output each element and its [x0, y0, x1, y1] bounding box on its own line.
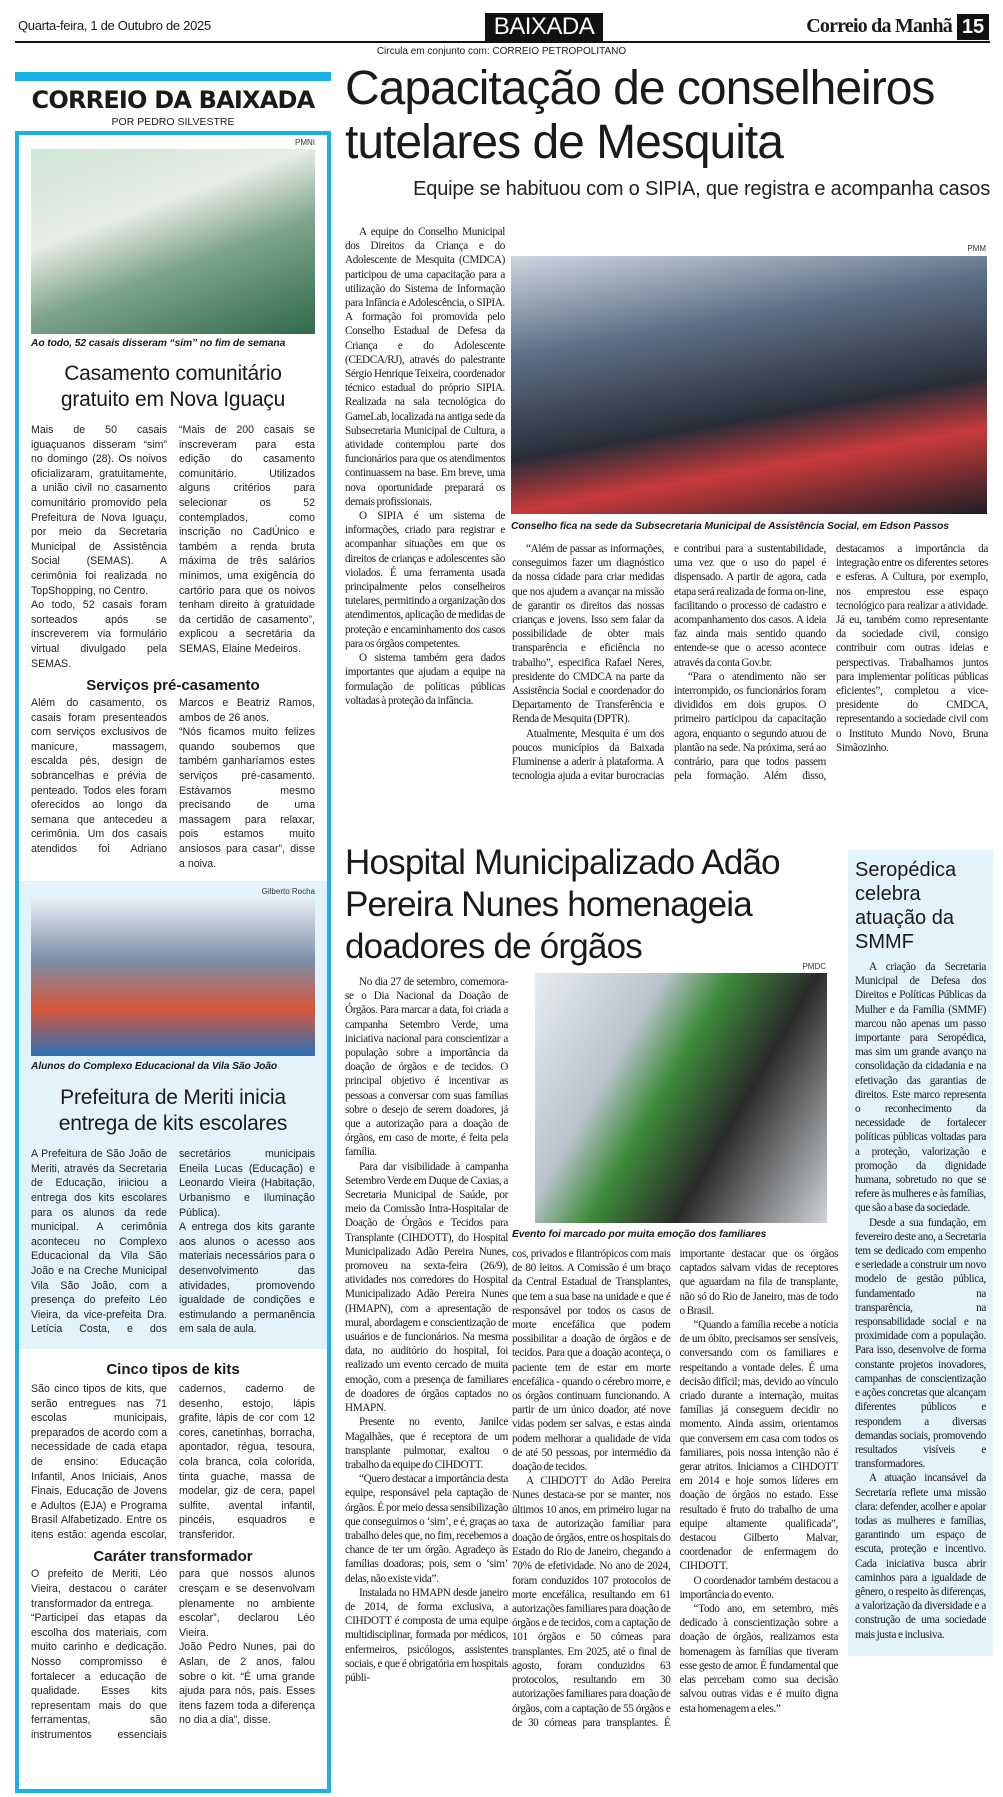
paragraph: No dia 27 de setembro, comemora-se o Dia Nacional da Doação de Órgãos. Para marcar a data, foi criada a campanha Setembro Verde, uma iniciativa nacional para conscientizar a população sobre a importância da doação de órgãos e de tecidos. O principal objetivo é incentivar as pessoas a conversar com suas famílias sobre o desejo de serem doadores, já que a autorização para a doação de órgãos, em caso de morte, é feita pela família.: [345, 976, 508, 1159]
paragraph: A CIHDOTT do Adão Pereira Nunes destaca-se por se manter, nos últimos 10 anos, em primeiro lugar na taxa de autorização familiar para doação de órgãos, entre os hospitais do Estado do Rio de Janeiro, chegando a 70% de efetividade. No ano de 2024, foram conduzidos 107 protocolos de morte encefálica, resultando em 61 autorizações familiares para doação de órgãos e de tecidos, com a captação de 101 órgãos e 50 córneas para transplantes. Em 2025, até o final de agosto, foram conduzidos 63 protocolos, resultando em 30 autorizações familiares para doação de órgãos, com a captação de 55 órgãos e de 30 córneas para transplantes. É importante destacar que os órgãos captados salvam vidas de receptores que aguardam na fila de transplante, não só do Rio de Janeiro, mas de todo o Brasil.: [512, 1248, 838, 1729]
photo-credit: PMDC: [802, 962, 826, 971]
paragraph: O sistema também gera dados importantes que ajudam a equipe na formulação de políticas públicas voltadas à proteção da infância.: [345, 652, 505, 707]
paragraph: A entrega dos kits garante aos alunos o acesso aos materiais necessários para o desenvolvimento das atividades, promovendo igualdade de condições e estimulando a permanência em sala de aula.: [179, 1221, 315, 1336]
paragraph: A atuação incansável da Secretaria reflete uma missão clara: defender, acolher e apoiar todas as mulheres e famílias, garantindo um espaço de escuta, proteção e incentivo. Cada iniciativa busca abrir caminhos para a igualdade de gênero, o respeito às diferenças, a valorização da diversidade e a construção de uma sociedade mais justa e inclusiva.: [855, 1472, 986, 1641]
header-rule: [15, 41, 990, 43]
paragraph: O prefeito de Meriti, Léo Vieira, destacou o caráter transformador da entrega.: [31, 1568, 167, 1610]
photo-credit: PMM: [967, 244, 986, 253]
paragraph: cos, privados e filantrópicos com mais de 80 leitos. A Comissão é um braço da Central Estadual de Transplantes, que tem a sua base na unidade e que é responsável por todos os casos de morte encefálica que podem possibilitar a doação de órgãos e de tecidos. Para que a doação aconteça, o paciente tem de estar em morte encefálica - quando o cérebro morre, e os órgãos continuam funcionando. A partir de um único doador, até nove vidas podem ser salvas, e estas ainda podem melhorar a qualidade de vida de até 50 pessoas, por intermédio da doação de tecidos.: [512, 1248, 671, 1474]
page-number: 15: [957, 14, 989, 40]
photo-caption: Conselho fica na sede da Subsecretaria Municipal de Assistência Social, em Edson Passos: [511, 521, 949, 532]
newspaper-logo: Correio da Manhã: [806, 15, 952, 37]
paragraph: “Mais de 200 casais se inscreveram para esta edição do casamento comunitário. Utilizados alguns critérios para selecionar os 52 contemplados, como inscrição no CadÚnico e também a renda bruta máxima de três salários mínimos, uma exigência do cartório para que os noivos tenham direito à gratuidade da certidão de casamento”, explicou a secretária da SEMAS, Elaine Medeiros.: [179, 424, 315, 655]
edition-date: Quarta-feira, 1 de Outubro de 2025: [18, 18, 211, 33]
paragraph: O SIPIA é um sistema de informações, criado para registrar e acompanhar situações em que os direitos de crianças e adolescentes são violados. É uma ferramenta usada principalmente pelos conselheiros tutelares, permitindo a organização dos atendimentos, aplicação de medidas de proteção e encaminhamento dos casos para os órgãos competentes.: [345, 510, 505, 650]
subheading: Caráter transformador: [93, 1548, 253, 1566]
paragraph: “Além de passar as informações, conseguimos fazer um diagnóstico da nossa cidade para criar medidas que nos ajudem a avançar na missão de garantir os direitos das nossas crianças e jovens. Isso sem falar da possibilidade de obter mais transparência e eficiência no trabalho”, especifica Rafael Neres, presidente do CMDCA na parte da Assistência Social e coordenador do Departamento de Transferência e Renda de Mesquita (DPTR).: [512, 543, 664, 726]
column-accent-bar: [15, 72, 331, 81]
subheading: Cinco tipos de kits: [106, 1360, 240, 1378]
circulation-note: Circula em conjunto com: CORREIO PETROPOLITANO: [376, 46, 627, 57]
main-headline: Capacitação de conselheiros tutelares de Mesquita: [345, 62, 935, 169]
story-body: [31, 423, 315, 671]
paragraph: “Todo ano, em setembro, mês dedicado à conscientização sobre a doação de órgãos, realizamos esta homenagem às famílias que tiveram esse gesto de amor. É fundamental que elas percebam como sua decisão salvou outras vidas e é muito digna esta homenagem a eles.”: [679, 1603, 838, 1715]
hospital-body-col1: [345, 975, 508, 1685]
paragraph: Para dar visibilidade à campanha Setembro Verde em Duque de Caxias, a Secretaria Municipal de Saúde, por meio da Comissão Intra-Hospitalar de Doação de Órgãos e Tecidos para Transplante (CIHDOTT), do Hospital Municipalizado Adão Pereira Nunes, promoveu na sexta-feira (26/9), atividades nos corredores do Hospital Municipalizado Adão Pereira Nunes (HMAPN), com a apresentação de mural, abordagem e conscientização de usuários e de funcionários. Na mesma data, no auditório do hospital, foi realizado um evento cercado de muita emoção, com a presença de familiares de doadores de órgãos captados no HMAPN.: [345, 1160, 508, 1415]
story-body: [31, 1382, 315, 1543]
hospital-headline: Hospital Municipalizado Adão Pereira Nunes homenageia doadores de órgãos: [345, 843, 780, 966]
hospital-body-col23: [512, 1247, 838, 1730]
paragraph: Presente no evento, Janilce Magalhães, que é receptora de um transplante pulmonar, exaltou o trabalho da equipe do CIHDOTT.: [345, 1416, 508, 1471]
article-body: [512, 542, 988, 783]
paragraph: “Quando a família recebe a notícia de um óbito, precisamos ser sensíveis, conversando com os familiares e respeitando a vontade deles. É uma decisão difícil; mas, devido ao vínculo criado durante a internação, muitas famílias já conseguem decidir no momento. Ainda assim, orientamos que conversem em casa com todos os familiares, pois nossa intenção não é gerar atritos. Iniciamos a CIHDOTT em 2014 e hoje somos líderes em doação de órgãos no estado. Esse resultado é fruto do trabalho de uma equipe altamente qualificada”, destacou Gilberto Malvar, coordenador de enfermagem do CIHDOTT.: [679, 1319, 838, 1573]
story-body: [31, 696, 315, 871]
article-lead: [345, 225, 505, 708]
paragraph: “Nós ficamos muito felizes quando soubemos que também ganharíamos estes serviços pré-casamento. Estávamos mesmo precisando de uma massagem para relaxar, pois estamos muito ansiosos para casar”, disse a noiva.: [179, 726, 315, 870]
paragraph: A equipe do Conselho Municipal dos Direitos da Criança e do Adolescente de Mesquita (CMDCA) participou de uma capacitação para a utilização do Sistema de Informação para Infância e Adolescência, o SIPIA. A formação foi promovida pelo Conselho Estadual de Defesa da Criança e do Adolescente (CEDCA/RJ), através do palestrante Sérgio Henrique Teixeira, coordenador técnico estadual do próprio SIPIA. Realizada na sala tecnológica do GameLab, localizada na antiga sede da Subsecretaria Municipal de Cultura, a atividade contemplou parte dos funcionários para que os atendimentos continuassem na base. Em breve, uma nova oportunidade preparará os demais profissionais.: [345, 226, 505, 508]
students-photo: [31, 898, 315, 1056]
wedding-photo: [31, 149, 315, 334]
column-byline: POR PEDRO SILVESTRE: [111, 116, 235, 128]
paragraph: Atualmente, Mesquita é um dos poucos municípios da Baixada Fluminense a aderir à plataforma. A tecnologia ajuda a evitar burocracias e contribui para a sustentabilidade, uma vez que o uso do papel é dispensado. A partir de agora, cada etapa será realizada de forma on-line, facilitando o processo de cadastro e acompanhamento dos casos. A ideia faz ainda mais sentido quando entende-se que o acesso acontece através da conta Gov.br.: [512, 543, 826, 783]
main-subheadline: Equipe se habituou com o SIPIA, que registra e acompanha casos: [413, 178, 990, 200]
paragraph: “Para o atendimento não ser interrompido, os funcionários foram divididos em dois grupos. O primeiro participou da capacitação agora, enquanto o segundo atuou de plantão na sede. Na próxima, será ao contrário, para que todos passem pela formação. Além disso, destacamos a importância da integração entre os diferentes setores e esferas. A Cultura, por exemplo, nos emprestou esse espaço tecnológico para realizar a atividade. Já eu, também como representante da sociedade civil, consigo contribuir com outras ideias e perspectivas. Trabalhamos juntos para implementar políticas públicas eficientes”, completou a vice-presidente do CMDCA, representando a sociedade civil com o Instituto Mundo Novo, Bruna Simãozinho.: [674, 543, 988, 783]
paragraph: Ao todo, 52 casais foram sorteados após se inscreverem via formulário virtual divulgado pela SEMAS.: [31, 599, 167, 670]
story-headline: Casamento comunitário gratuito em Nova Iguaçu: [60, 362, 286, 411]
paragraph: “Participei das etapas da escolha dos materiais, com muito carinho e dedicação. Nosso compromisso é fortalecer a educação de qualidade. Esses kits representam mais do que ferramentas, são instrumentos essenciais para que nossos alunos cresçam e se desenvolvam plenamente no ambiente escolar”, declarou Léo Vieira.: [31, 1568, 315, 1741]
paragraph: Mais de 50 casais iguaçuanos disseram “sim” no domingo (28). Os noivos oficializaram, gratuitamente, a união civil no casamento comunitário promovido pela Prefeitura de Nova Iguaçu, por meio da Secretaria Municipal de Assistência Social (SEMAS). A cerimônia foi realizada no TopShopping, no Centro.: [31, 424, 167, 597]
photo-caption: Ao todo, 52 casais disseram “sim” no fim de semana: [31, 338, 286, 349]
photo-credit: Gilberto Rocha: [261, 887, 315, 897]
sidebar-headline: Seropédica celebra atuação da SMMF: [855, 859, 957, 953]
meriti-section: [19, 881, 327, 1349]
sidebar-story: [848, 850, 993, 1656]
paragraph: Desde a sua fundação, em fevereiro deste ano, a Secretaria tem se dedicado com empenho e seriedade a construir um novo modelo de gestão pública, fundamentado na transparência, na responsabilidade social e na proximidade com a população. Para isso, desenvolve de forma constante projetos inovadores, campanhas de conscientização e ações concretas que alcançam diferentes públicos e respondem a diversas demandas sociais, promovendo resultados visíveis e transformadores.: [855, 1216, 986, 1471]
paragraph: “Quero destacar a importância desta equipe, responsável pela captação de órgãos. É por meio dessa sensibilização que conseguimos o ‘sim’, e é, graças ao trabalho deles que, no fim, recebemos a chance de ter um órgão. Agradeço às famílias doadoras; pois, sem o ‘sim’ delas, não existe vida”.: [345, 1473, 508, 1585]
section-label: BAIXADA: [485, 13, 603, 41]
photo-caption: Evento foi marcado por muita emoção dos familiares: [512, 1229, 767, 1240]
paragraph: João Pedro Nunes, pai do Aslan, de 2 anos, falou sobre o kit. “É uma grande ajuda para nós, pais. Esses itens fazem toda a diferença no dia a dia”, disse.: [179, 1641, 315, 1727]
column-box: [15, 131, 331, 1793]
hug-photo: [535, 973, 827, 1223]
photo-credit: PMNI: [295, 138, 315, 147]
paragraph: Além do casamento, os casais foram presenteados com serviços exclusivos de manicure, massagem, escalda pés, design de sobrancelhas e prévia de penteado. Todos eles foram oferecidos ao longo da semana que antecedeu a cerimônia. Um dos casais atendidos foi Adriano Marcos e Beatriz Ramos, ambos de 26 anos.: [31, 697, 315, 856]
story-headline: Prefeitura de Meriti inicia entrega de kits escolares: [58, 1086, 288, 1136]
photo-caption: Alunos do Complexo Educacional da Vila São João: [31, 1061, 278, 1073]
paragraph: São cinco tipos de kits, que serão entregues nas 71 escolas municipais, preparados de acordo com a necessidade de cada etapa de ensino: Educação Infantil, Anos Iniciais, Anos Finais, Educação de Jovens e Adultos (EJA) e Programa Brasil Alfabetizado. Entre os itens estão: agenda escolar, cadernos, caderno de desenho, estojo, lápis grafite, lápis de cor com 12 cores, canetinhas, borracha, apontador, régua, tesoura, cola branca, cola colorida, tinta guache, massa de modelar, giz de cera, papel sulfite, avental infantil, pincéis, esquadros e transferidor.: [31, 1382, 315, 1541]
sidebar-body: [855, 960, 986, 1642]
paragraph: Instalada no HMAPN desde janeiro de 2014, de forma exclusiva, a CIHDOTT é composta de uma equipe multidisciplinar, formada por médicos, enfermeiros, psicólogos, assistentes sociais, e que é obrigatória em hospitais públi-: [345, 1586, 508, 1684]
paragraph: A Prefeitura de São João de Meriti, através da Secretaria de Educação, iniciou a entrega dos kits escolares para os alunos da rede municipal. A cerimônia aconteceu no Complexo Educacional da Vila São João e na Creche Municipal Vila São João, com a presença do prefeito Léo Vieira, da vice-prefeita Dra. Letícia Costa, e dos secretários municipais Eneila Lucas (Educação) e Leonardo Vieira (Habitação, Urbanismo e Iluminação Pública).: [31, 1148, 315, 1336]
story-body: [31, 1147, 315, 1337]
paragraph: A criação da Secretaria Municipal de Defesa dos Direitos e Políticas Públicas da Mulher e da Família (SMMF) marcou não apenas um passo importante para Seropédica, mas sim um grande avanço na consolidação da cidadania e na efetivação das garantias de direitos. Este marco representa o reconhecimento da necessidade de fortalecer políticas públicas voltadas para a proteção, valorização e promoção da dignidade humana, sobretudo no que se refere às mulheres e às famílias, que são a base da sociedade.: [855, 961, 986, 1215]
subheading: Serviços pré-casamento: [86, 677, 260, 695]
column-title: CORREIO DA BAIXADA: [31, 86, 315, 114]
gamelab-photo: [511, 256, 987, 514]
paragraph: O coordenador também destacou a importância do evento.: [679, 1574, 838, 1601]
story-body: [31, 1567, 315, 1742]
